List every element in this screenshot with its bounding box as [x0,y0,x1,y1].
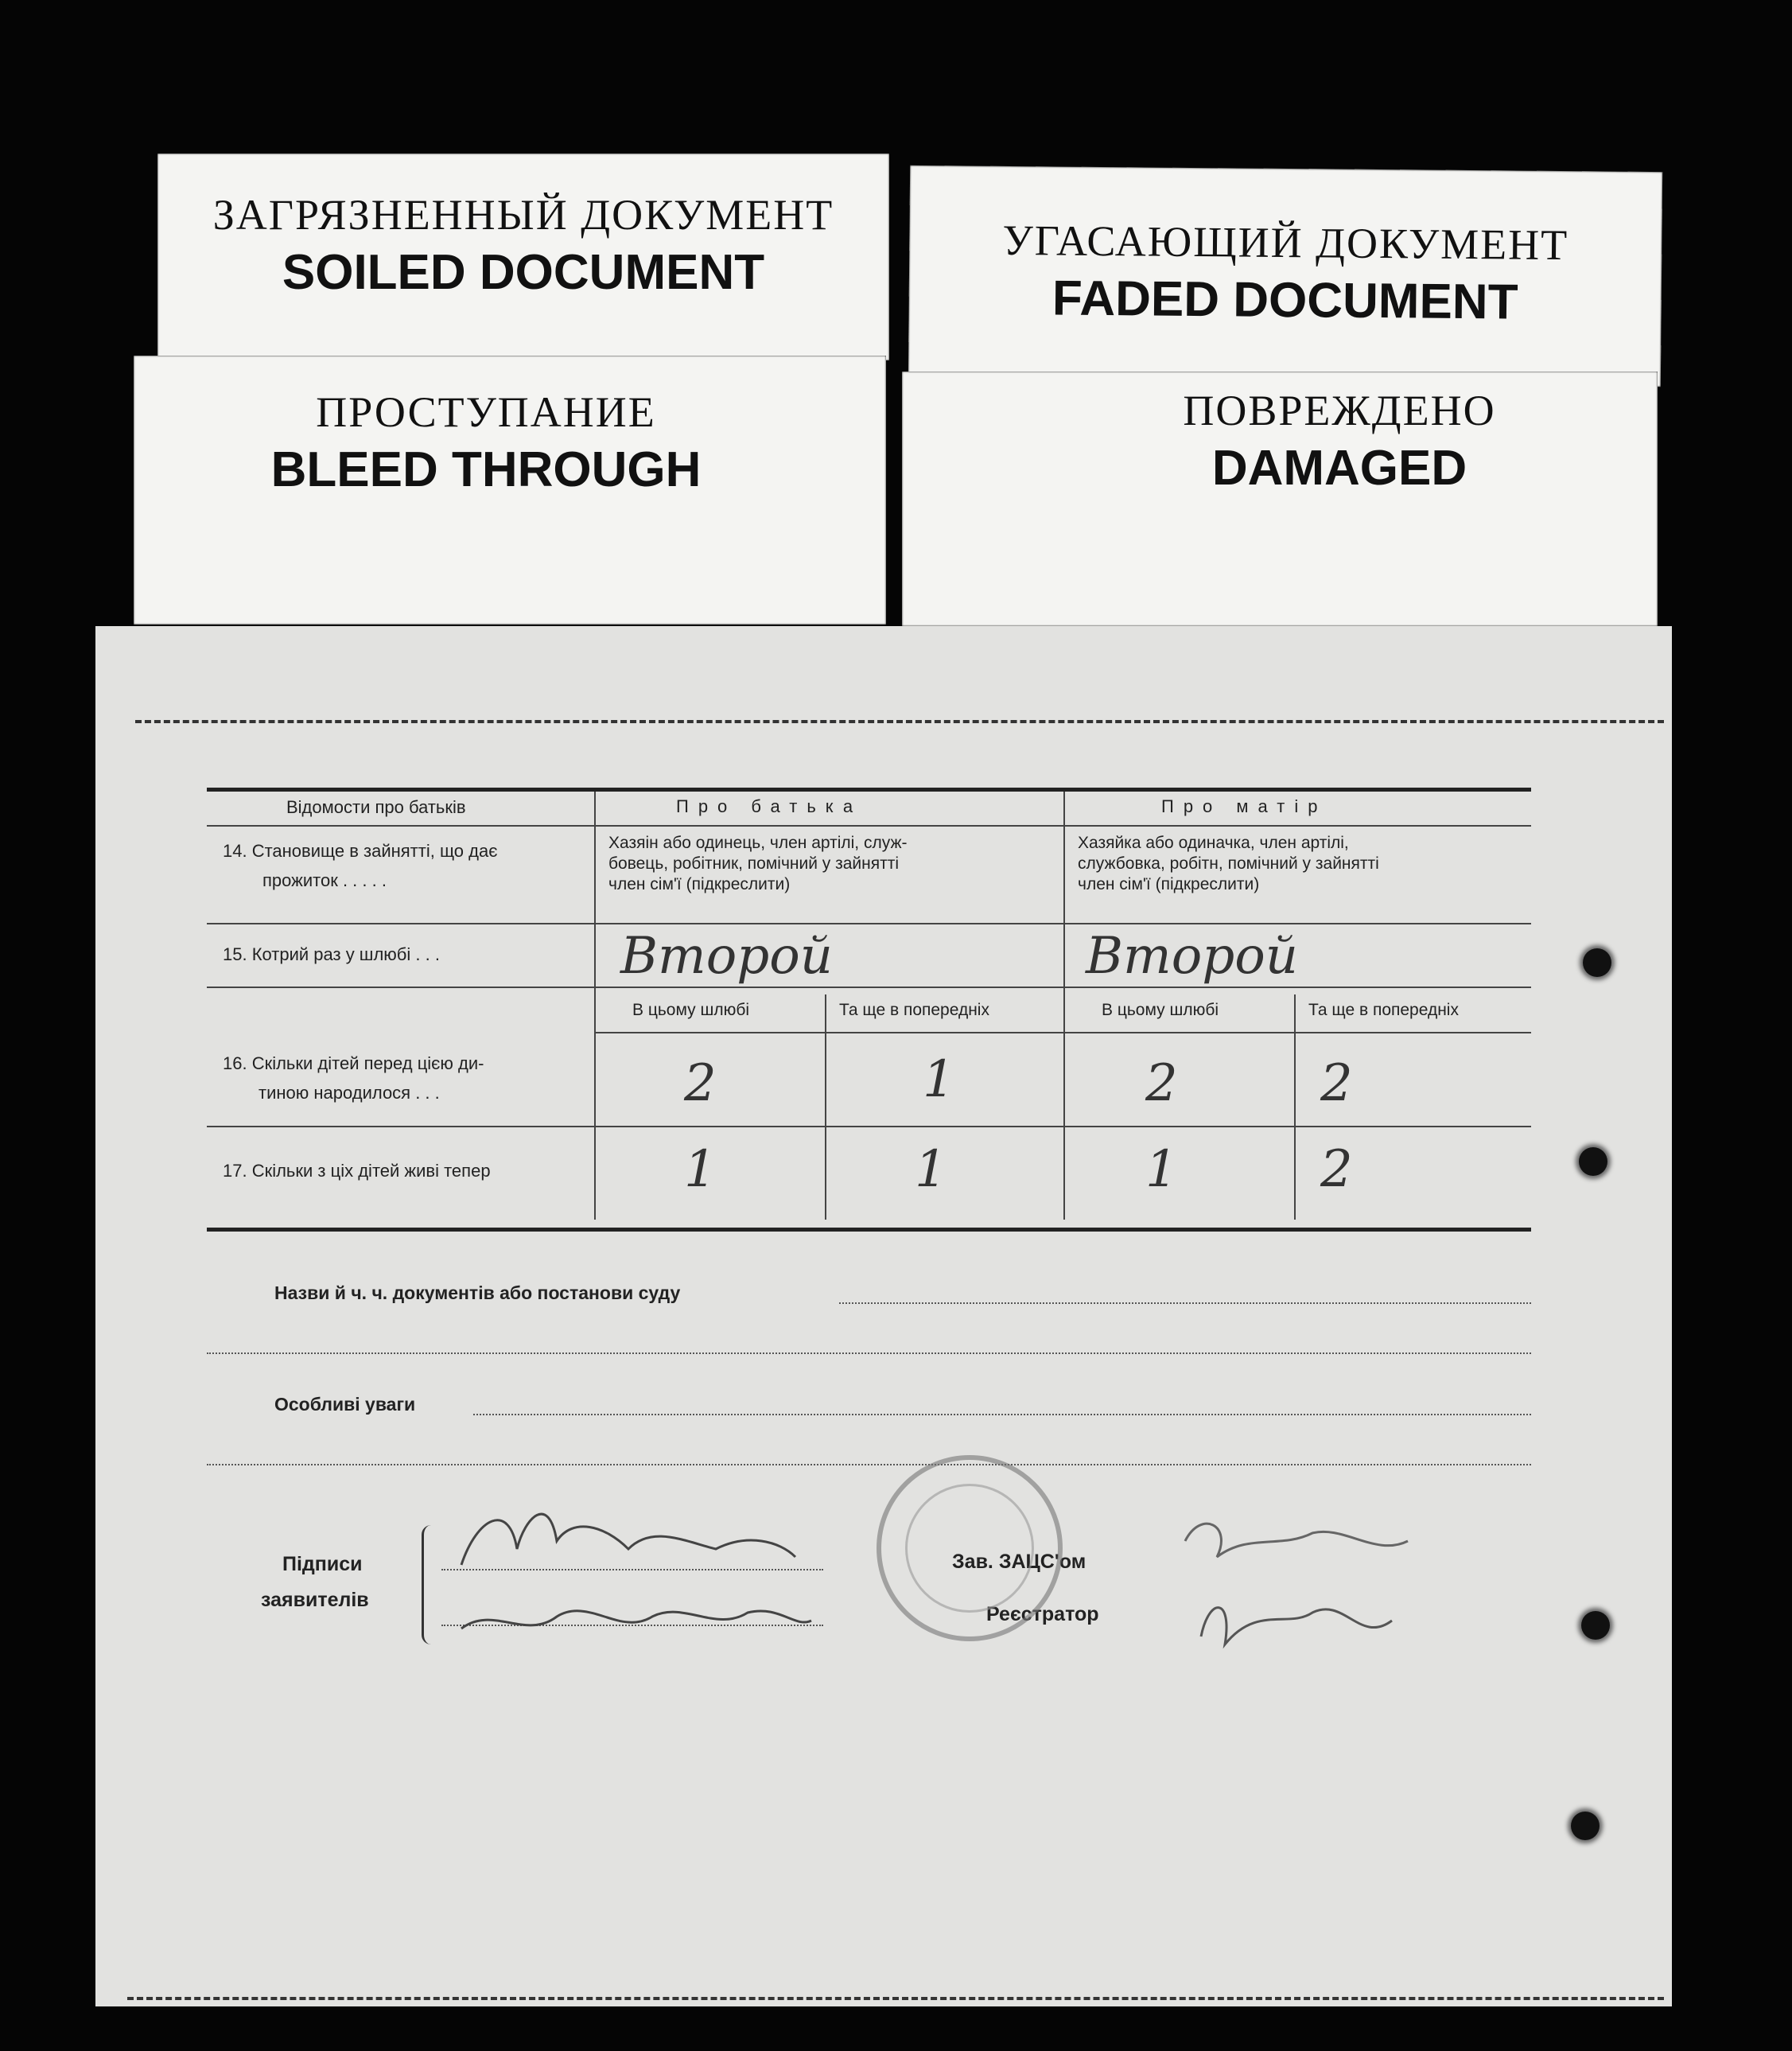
form-sheet [95,626,1672,2006]
soiled-document-card [157,154,889,360]
row17-father-prev: 1 [915,1140,947,1199]
punch-hole [1571,1812,1600,1840]
tear-line-top [135,720,1664,723]
row16-father-this: 2 [684,1054,717,1113]
row16-mother-prev: 2 [1320,1054,1353,1113]
notes-line-label: Особливі уваги [274,1394,416,1415]
damaged-ru-label: ПОВРЕЖДЕНО [1183,387,1496,434]
subheader-father-prev: Та ще в попередніх [839,1001,989,1019]
soiled-en-label: SOILED DOCUMENT [282,245,765,300]
row14-mother-1: Хазяйка або одиначка, член артілі, [1078,834,1349,852]
applicant-signatures-image [445,1469,891,1660]
divider-father [594,792,596,1220]
row14-father-3: член сім'ї (підкреслити) [608,875,791,893]
row16-label-1: 16. Скільки дітей перед цією ди- [223,1053,484,1073]
head-label: Зав. ЗАЦС'ом [952,1551,1086,1573]
applicants-label-1: Підписи [282,1553,363,1575]
row17-mother-prev: 2 [1320,1140,1353,1199]
damaged-card [902,372,1658,626]
faded-en-label: FADED DOCUMENT [1051,270,1518,330]
official-stamp [877,1455,1063,1641]
row15-father-value: Второй [620,927,833,986]
documents-fill-line [839,1302,1531,1304]
row17-label: 17. Скільки з ціх дітей живі тепер [223,1161,491,1181]
subheader-father-this: В цьому шлюбі [632,1001,750,1019]
divider-mother-sub [1294,994,1296,1220]
row14-mother-2: службовка, робітн, помічний у зайнятті [1078,854,1379,873]
row-divider [207,1126,1531,1127]
row14-mother-3: член сім'ї (підкреслити) [1078,875,1260,893]
official-signatures-image [1169,1477,1503,1668]
row-divider [207,987,1531,988]
notes-fill-line-2 [207,1464,1531,1465]
punch-hole [1581,1611,1610,1640]
punch-hole [1583,948,1611,977]
row-divider [207,923,1531,924]
tear-line-bottom [127,1997,1664,2000]
row14-father-1: Хазяін або одинець, член артілі, служ- [608,834,908,852]
row17-mother-this: 1 [1145,1140,1178,1199]
bleed-en-label: BLEED THROUGH [270,442,702,497]
row16-father-prev: 1 [923,1050,955,1109]
faded-ru-label: УГАСАЮЩИЙ ДОКУМЕНТ [1002,216,1569,270]
documents-fill-line-2 [207,1352,1531,1354]
row14-label-1: 14. Становище в зайнятті, що дає [223,841,498,861]
faded-document-card [908,165,1662,387]
damaged-en-label: DAMAGED [1211,441,1467,496]
header-father: Про батька [676,796,863,816]
row-divider [594,1032,1531,1033]
soiled-ru-label: ЗАГРЯЗНЕННЫЙ ДОКУМЕНТ [212,191,834,239]
subheader-mother-prev: Та ще в попередніх [1308,1001,1459,1019]
row-divider [207,825,1531,827]
row14-father-2: бовець, робітник, помічний у зайнятті [608,854,900,873]
row16-mother-this: 2 [1145,1054,1178,1113]
documents-line-label: Назви й ч. ч. документів або постанови суду [274,1282,681,1303]
bleed-through-card [134,356,886,625]
header-parents-info: Відомости про батьків [286,797,466,817]
row14-label-2: прожиток . . . . . [262,870,387,890]
row15-label: 15. Котрий раз у шлюбі . . . [223,944,440,964]
row15-mother-value: Второй [1086,927,1298,986]
registrar-label: Реєстратор [986,1603,1099,1625]
applicants-label-2: заявителів [261,1589,369,1611]
divider-father-sub [825,994,826,1220]
bleed-ru-label: ПРОСТУПАНИЕ [316,388,656,436]
subheader-mother-this: В цьому шлюбі [1102,1001,1219,1019]
row17-father-this: 1 [684,1140,717,1199]
row16-label-2: тиною народилося . . . [258,1083,440,1103]
divider-mother [1063,792,1065,1220]
header-mother: Про матір [1161,796,1327,816]
signature-bracket [422,1525,435,1644]
notes-fill-line [473,1414,1531,1415]
punch-hole [1579,1147,1607,1176]
parents-table [207,788,1531,1232]
